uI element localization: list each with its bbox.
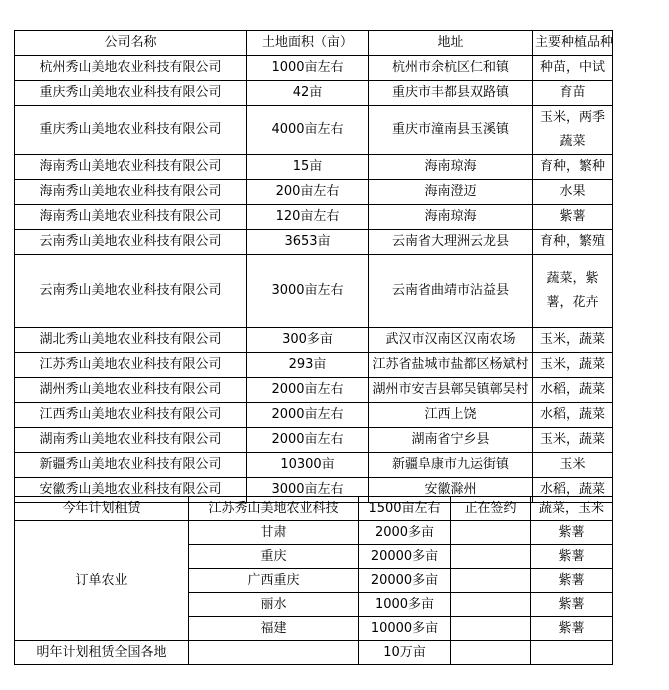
crop-variety-cell: 玉米，蔬菜 bbox=[533, 353, 613, 378]
address-cell: 海南琼海 bbox=[369, 205, 533, 230]
lease-area: 1500亩左右 bbox=[359, 497, 451, 521]
address-cell: 安徽滁州 bbox=[369, 478, 533, 503]
land-area-cell: 1000亩左右 bbox=[247, 56, 369, 81]
next-year-blank bbox=[189, 641, 359, 665]
order-blank bbox=[451, 521, 531, 545]
address-cell: 杭州市余杭区仁和镇 bbox=[369, 56, 533, 81]
table-row bbox=[15, 428, 613, 453]
column-header: 地址 bbox=[369, 31, 533, 56]
order-area: 20000多亩 bbox=[359, 545, 451, 569]
table-row bbox=[15, 328, 613, 353]
order-location: 丽水 bbox=[189, 593, 359, 617]
company-name-cell: 安徽秀山美地农业科技有限公司 bbox=[15, 478, 247, 503]
land-area-cell: 15亩 bbox=[247, 155, 369, 180]
address-cell: 湖州市安吉县鄣吴镇鄣吴村 bbox=[369, 378, 533, 403]
table-row bbox=[15, 403, 613, 428]
table-row bbox=[15, 56, 613, 81]
table-row bbox=[15, 255, 613, 328]
company-name-cell: 海南秀山美地农业科技有限公司 bbox=[15, 180, 247, 205]
order-location: 重庆 bbox=[189, 545, 359, 569]
table-row bbox=[15, 230, 613, 255]
column-header: 主要种植品种 bbox=[533, 31, 613, 56]
company-name-cell: 重庆秀山美地农业科技有限公司 bbox=[15, 106, 247, 155]
land-area-cell: 2000亩左右 bbox=[247, 378, 369, 403]
company-name-cell: 江西秀山美地农业科技有限公司 bbox=[15, 403, 247, 428]
company-name-cell: 重庆秀山美地农业科技有限公司 bbox=[15, 81, 247, 106]
order-area: 10000多亩 bbox=[359, 617, 451, 641]
order-area: 1000多亩 bbox=[359, 593, 451, 617]
order-label: 订单农业 bbox=[15, 521, 189, 641]
order-location: 甘肃 bbox=[189, 521, 359, 545]
crop-variety-cell: 种苗，中试 bbox=[533, 56, 613, 81]
order-area: 2000多亩 bbox=[359, 521, 451, 545]
order-blank bbox=[451, 593, 531, 617]
table-row bbox=[15, 453, 613, 478]
address-cell: 重庆市潼南县玉溪镇 bbox=[369, 106, 533, 155]
crop-variety-cell: 育种，繁种 bbox=[533, 155, 613, 180]
table-row bbox=[15, 180, 613, 205]
table-row bbox=[15, 205, 613, 230]
address-cell: 江西上饶 bbox=[369, 403, 533, 428]
header-row bbox=[15, 31, 613, 56]
order-row bbox=[15, 521, 613, 545]
crop-variety-cell: 蔬菜，紫薯，花卉 bbox=[533, 255, 613, 328]
land-area-cell: 3000亩左右 bbox=[247, 478, 369, 503]
address-cell: 海南澄迈 bbox=[369, 180, 533, 205]
crop-variety-cell: 紫薯 bbox=[533, 205, 613, 230]
lease-status: 正在签约 bbox=[451, 497, 531, 521]
order-blank bbox=[451, 617, 531, 641]
land-area-cell: 42亩 bbox=[247, 81, 369, 106]
table-row bbox=[15, 106, 613, 155]
company-name-cell: 海南秀山美地农业科技有限公司 bbox=[15, 155, 247, 180]
land-area-cell: 120亩左右 bbox=[247, 205, 369, 230]
lease-label: 今年计划租赁 bbox=[15, 497, 189, 521]
address-cell: 海南琼海 bbox=[369, 155, 533, 180]
lease-company: 江苏秀山美地农业科技 bbox=[189, 497, 359, 521]
crop-variety-cell: 玉米 bbox=[533, 453, 613, 478]
lease-row bbox=[15, 497, 613, 521]
crop-variety-cell: 水稻，蔬菜 bbox=[533, 378, 613, 403]
order-crop: 紫薯 bbox=[531, 593, 613, 617]
order-crop: 紫薯 bbox=[531, 521, 613, 545]
next-year-area: 10万亩 bbox=[359, 641, 451, 665]
next-year-label: 明年计划租赁全国各地 bbox=[15, 641, 189, 665]
table-row bbox=[15, 155, 613, 180]
company-name-cell: 云南秀山美地农业科技有限公司 bbox=[15, 255, 247, 328]
crop-variety-cell: 玉米，蔬菜 bbox=[533, 428, 613, 453]
crop-variety-cell: 育苗 bbox=[533, 81, 613, 106]
company-name-cell: 新疆秀山美地农业科技有限公司 bbox=[15, 453, 247, 478]
land-area-cell: 2000亩左右 bbox=[247, 428, 369, 453]
table-row bbox=[15, 378, 613, 403]
crop-variety-cell: 水稻，蔬菜 bbox=[533, 478, 613, 503]
company-name-cell: 杭州秀山美地农业科技有限公司 bbox=[15, 56, 247, 81]
land-area-cell: 293亩 bbox=[247, 353, 369, 378]
order-location: 福建 bbox=[189, 617, 359, 641]
order-crop: 紫薯 bbox=[531, 545, 613, 569]
table-row bbox=[15, 353, 613, 378]
order-location: 广西重庆 bbox=[189, 569, 359, 593]
land-area-cell: 2000亩左右 bbox=[247, 403, 369, 428]
land-area-cell: 3653亩 bbox=[247, 230, 369, 255]
crop-variety-cell: 水稻，蔬菜 bbox=[533, 403, 613, 428]
land-area-cell: 3000亩左右 bbox=[247, 255, 369, 328]
crop-variety-cell: 玉米，蔬菜 bbox=[533, 328, 613, 353]
order-crop: 紫薯 bbox=[531, 617, 613, 641]
company-name-cell: 湖北秀山美地农业科技有限公司 bbox=[15, 328, 247, 353]
order-blank bbox=[451, 569, 531, 593]
address-cell: 云南省大理洲云龙县 bbox=[369, 230, 533, 255]
company-name-cell: 江苏秀山美地农业科技有限公司 bbox=[15, 353, 247, 378]
next-year-blank bbox=[531, 641, 613, 665]
address-cell: 江苏省盐城市盐都区杨斌村 bbox=[369, 353, 533, 378]
lease-plan-table bbox=[14, 496, 613, 665]
company-name-cell: 湖南秀山美地农业科技有限公司 bbox=[15, 428, 247, 453]
order-blank bbox=[451, 545, 531, 569]
crop-variety-cell: 玉米，两季蔬菜 bbox=[533, 106, 613, 155]
land-area-cell: 4000亩左右 bbox=[247, 106, 369, 155]
next-year-blank bbox=[451, 641, 531, 665]
address-cell: 武汉市汉南区汉南农场 bbox=[369, 328, 533, 353]
address-cell: 云南省曲靖市沾益县 bbox=[369, 255, 533, 328]
order-area: 20000多亩 bbox=[359, 569, 451, 593]
company-name-cell: 海南秀山美地农业科技有限公司 bbox=[15, 205, 247, 230]
lease-crops: 蔬菜，玉米 bbox=[531, 497, 613, 521]
company-name-cell: 湖州秀山美地农业科技有限公司 bbox=[15, 378, 247, 403]
company-name-cell: 云南秀山美地农业科技有限公司 bbox=[15, 230, 247, 255]
land-area-cell: 200亩左右 bbox=[247, 180, 369, 205]
next-year-row bbox=[15, 641, 613, 665]
crop-variety-cell: 水果 bbox=[533, 180, 613, 205]
land-area-cell: 10300亩 bbox=[247, 453, 369, 478]
column-header: 公司名称 bbox=[15, 31, 247, 56]
crop-variety-cell: 育种，繁殖 bbox=[533, 230, 613, 255]
address-cell: 重庆市丰都县双路镇 bbox=[369, 81, 533, 106]
company-land-table bbox=[14, 30, 613, 503]
address-cell: 湖南省宁乡县 bbox=[369, 428, 533, 453]
land-area-cell: 300多亩 bbox=[247, 328, 369, 353]
table-row bbox=[15, 81, 613, 106]
order-crop: 紫薯 bbox=[531, 569, 613, 593]
address-cell: 新疆阜康市九运街镇 bbox=[369, 453, 533, 478]
column-header: 土地面积（亩） bbox=[247, 31, 369, 56]
